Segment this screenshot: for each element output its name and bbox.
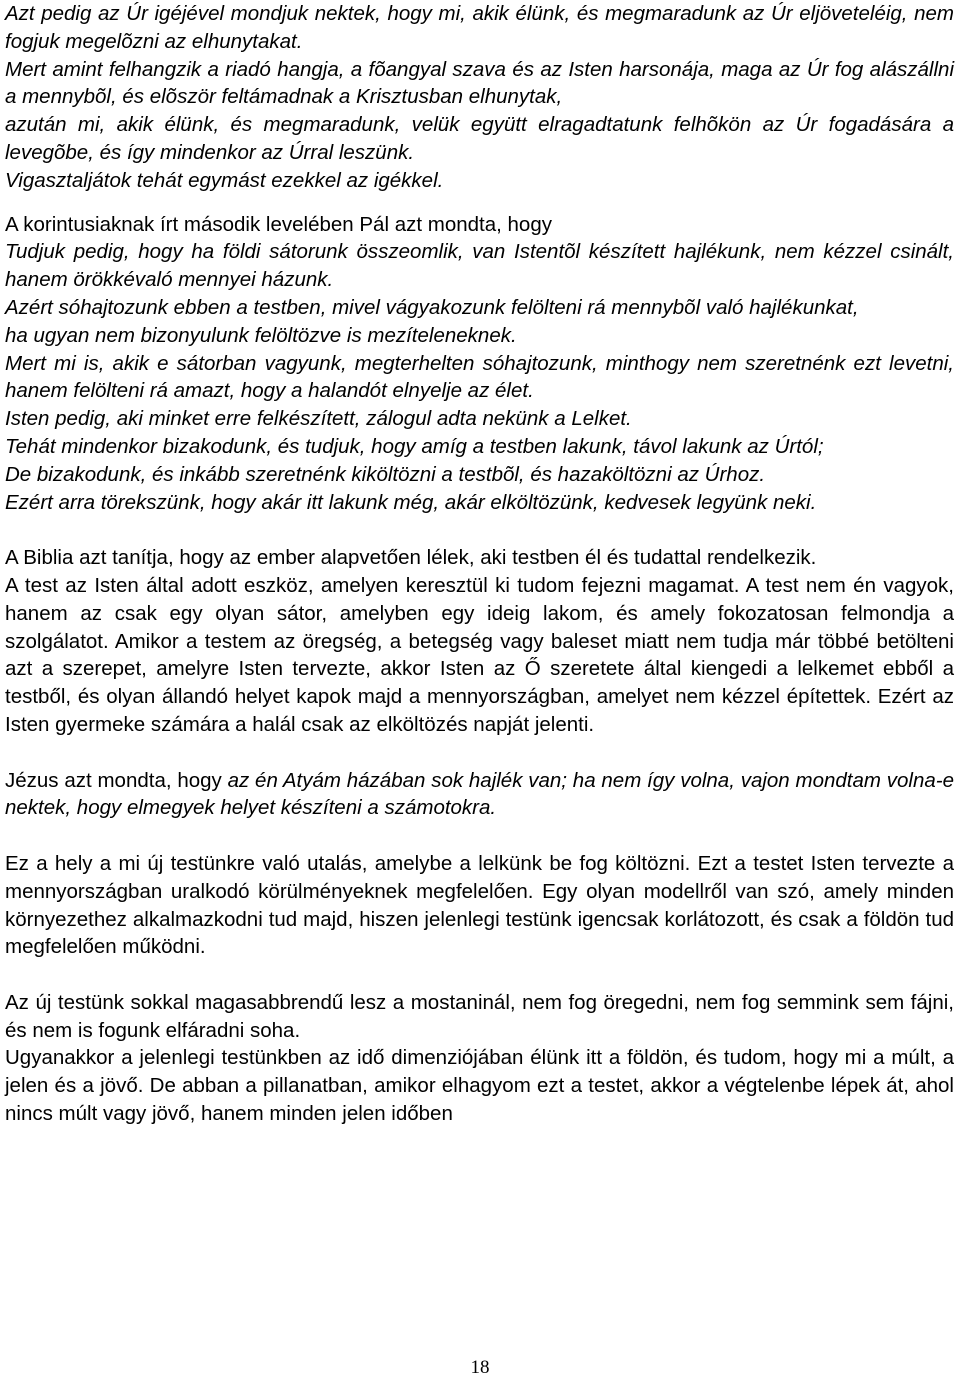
scripture-quote-paragraph: Tudjuk pedig, hogy ha földi sátorunk összeomlik, van Istentõl készített hajlékunk, nem kézzel csinált, hanem örökkévaló mennyei házunk.: [5, 240, 954, 292]
inline-scripture-quote: az én Atyám házában sok hajlék van; ha nem így volna, vajon mondtam volna-e nektek, hogy elmegyek helyet készíteni a számotokra.: [5, 768, 954, 820]
scripture-quote-paragraph: Azt pedig az Úr igéjével mondjuk nektek, hogy mi, akik élünk, és megmaradunk az Úr eljöveteléig, nem fogjuk megelõzni az elhunytakat.: [5, 2, 954, 53]
body-paragraph: Ugyanakkor a jelenlegi testünkben az idő dimenziójában élünk itt a földön, és tudom, hogy mi a múlt, a jelen és a jövő. De abban a pillanatban, amikor elhagyom ezt a testet, akkor a végtelenbe lépek át, ahol nincs múlt vagy jövő, hanem minden jelen időben: [5, 1046, 954, 1126]
quote-intro: Jézus azt mondta, hogy: [5, 768, 228, 792]
scripture-quote-paragraph: ha ugyan nem bizonyulunk felöltözve is mezíteleneknek.: [5, 323, 517, 347]
paragraph-spacer: [5, 516, 954, 544]
paragraph-spacer: [5, 822, 954, 850]
scripture-quote-paragraph: Mert amint felhangzik a riadó hangja, a fõangyal szava és az Isten harsonája, maga az Úr fog alászállni a mennybõl, és elõször feltámadnak a Krisztusban elhunytak,: [5, 57, 954, 109]
scripture-quote-paragraph: Vigasztaljátok tehát egymást ezekkel az igékkel.: [5, 168, 444, 192]
page-number: 18: [470, 1357, 490, 1378]
document-page: [5, 0, 954, 1128]
paragraph-spacer: [5, 195, 954, 211]
body-paragraph-with-quote: [5, 767, 954, 823]
scripture-quote-paragraph: azután mi, akik élünk, és megmaradunk, velük együtt elragadtatunk felhõkön az Úr fogadására a levegõbe, és így mindenkor az Úrral leszünk.: [5, 113, 954, 164]
scripture-quote-paragraph: Ezért arra törekszünk, hogy akár itt lakunk még, akár elköltözünk, kedvesek legyünk neki.: [5, 490, 817, 514]
scripture-quote-paragraph: Tehát mindenkor bizakodunk, és tudjuk, hogy amíg a testben lakunk, távol lakunk az Úrtól;: [5, 434, 824, 458]
scripture-quote-paragraph: Azért sóhajtozunk ebben a testben, mivel vágyakozunk felölteni rá mennybõl való hajlékunkat,: [5, 295, 859, 319]
scripture-quote-paragraph: De bizakodunk, és inkább szeretnénk kiköltözni a testbõl, és hazaköltözni az Úrhoz.: [5, 462, 766, 486]
paragraph-spacer: [5, 739, 954, 767]
body-paragraph: A Biblia azt tanítja, hogy az ember alapvetően lélek, aki testben él és tudattal rendelkezik.: [5, 546, 817, 570]
body-paragraph: A test az Isten által adott eszköz, amelyen keresztül ki tudom fejezni magamat. A test nem én vagyok, hanem az csak egy olyan sátor, amelyben egy ideig lakom, és amely fokozatosan felmondja a szolgálatot. Amikor a testem az öregség, a betegség vagy baleset miatt nem tudja már többé betölteni azt a szerepet, amelyre Isten tervezte, akkor Isten az Ő szeretete által kiengedi a lelkemet ebből a testből, és olyan állandó helyet kapok majd a mennyországban, amelyet nem kézzel építettek. Ezért az Isten gyermeke számára a halál csak az elköltözés napját jelenti.: [5, 573, 954, 736]
body-paragraph: A korintusiaknak írt második levelében Pál azt mondta, hogy: [5, 212, 552, 236]
body-paragraph: Ez a hely a mi új testünkre való utalás, amelybe a lelkünk be fog költözni. Ezt a testet Isten tervezte a mennyországban uralkodó körülményeknek megfelelően. Egy olyan modellről van szó, amely minden környezethez alkalmazkodni tud majd, hiszen jelenlegi testünk igencsak korlátozott, és csak a földön tud megfelelően működni.: [5, 851, 954, 959]
scripture-quote-paragraph: Mert mi is, akik e sátorban vagyunk, megterhelten sóhajtozunk, minthogy nem szeretnénk ezt levetni, hanem felölteni rá amazt, hogy a halandót elnyelje az élet.: [5, 351, 954, 403]
scripture-quote-paragraph: Isten pedig, aki minket erre felkészített, zálogul adta nekünk a Lelket.: [5, 407, 632, 431]
body-paragraph: Az új testünk sokkal magasabbrendű lesz a mostaninál, nem fog öregedni, nem fog semmink sem fájni, és nem is fogunk elfáradni soha.: [5, 990, 954, 1042]
paragraph-spacer: [5, 961, 954, 989]
